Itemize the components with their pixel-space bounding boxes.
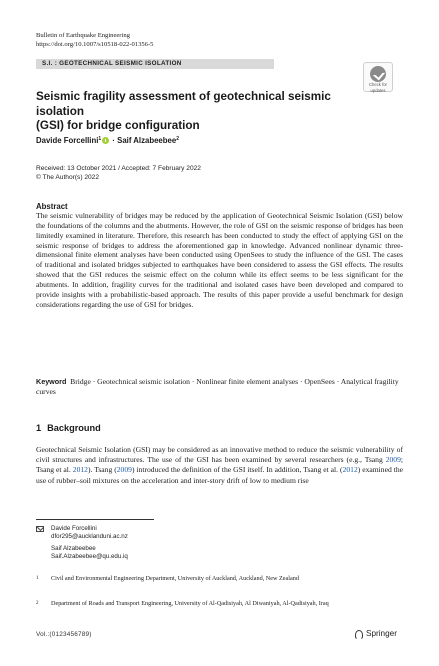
body-text-segment: Geotechnical Seismic Isolation (GSI) may be considered as an innovative method to reduce the seismic vulnerability of civil structures and infrastructures. The use of the GSI has been examined by several researchers (e.g., Tsang (36, 445, 403, 465)
citation-link[interactable]: 2012 (342, 465, 358, 475)
author-separator: · (110, 136, 118, 145)
abstract-heading: Abstract (36, 202, 68, 211)
paper-title-line1: Seismic fragility assessment of geotechnical seismic isolation (36, 90, 331, 118)
check-updates-icon (370, 66, 386, 82)
affiliation-2 (36, 600, 366, 608)
author-1-affiliation: 1 (98, 136, 102, 142)
check-for-updates-button[interactable] (363, 62, 393, 92)
affiliation-text: Department of Roads and Transport Engineering, University of Al-Qadisiyah, Al Diwaniyah, Al-Qadisiyah, Iraq (51, 600, 329, 607)
keywords-label: Keyword (36, 377, 67, 386)
citation-link[interactable]: 2009 (385, 455, 401, 465)
publisher-name: Springer (366, 629, 397, 638)
journal-header (36, 31, 153, 49)
author-2-affiliation: 2 (176, 136, 179, 142)
affiliation-1 (36, 575, 366, 583)
section-banner: S.I. : GEOTECHNICAL SEISMIC ISOLATION (36, 59, 274, 69)
body-text-segment: ; Tsang et al. (36, 455, 403, 475)
author-list (36, 134, 179, 146)
copyright-notice: © The Author(s) 2022 (36, 174, 100, 181)
keywords-block (36, 377, 403, 397)
paper-title-line2: (GSI) for bridge configuration (36, 119, 200, 133)
abstract-text: The seismic vulnerability of bridges may be reduced by the application of Geotechnical Seismic Isolation (GSI) below the foundations of the columns and the abutments. However, the role of GSI on the seismic response of bridges has been limitedly examined in literature. Therefore, this research has been conducted to study the effect of applying GSI on the seismic response of bridges to address the aforementioned gap in knowledge. Advanced nonlinear dynamic three-dimensional finite element analyses have been conducted using OpenSees to study the influence of the GSI. The cases of traditional and isolated bridges subjected to earthquakes have been considered to assess the GSI effects. The results showed that the GSI reduces the seismic effect on the column while its effect seems to be less significant for the abutments. In addition, fragility curves for the traditional and isolated cases have been developed and compared to provide insights with a probabilistic-based approach. The results of this paper provide a useful benchmark for design considerations regarding the use of GSI for bridges. (36, 211, 403, 309)
body-text-segment: ) examined the use of rubber–soil mixtures on the acceleration and inter-story drift of low to medium rise (36, 465, 403, 485)
publisher-logo (354, 629, 397, 639)
body-text-segment: ) introduced the definition of the GSI itself. In addition, Tsang et al. ( (131, 465, 343, 475)
section-title: Background (47, 423, 101, 433)
orcid-icon[interactable] (102, 137, 109, 144)
section-number: 1 (36, 423, 42, 433)
received-accepted-date: Received: 13 October 2021 / Accepted: 7 February 2022 (36, 165, 201, 172)
keywords-text: Bridge · Geotechnical seismic isolation · Nonlinear finite element analyses · OpenSees · Analytical fragility curves (36, 377, 399, 396)
check-updates-line1: Check for (369, 82, 387, 87)
journal-name: Bulletin of Earthquake Engineering (36, 32, 130, 39)
section-heading (36, 422, 101, 434)
article-dates (36, 164, 201, 182)
affiliation-number: 2 (36, 601, 39, 606)
citation-link[interactable]: 2009 (116, 465, 132, 475)
affiliation-text: Civil and Environmental Engineering Department, University of Auckland, Auckland, New Zealand (51, 575, 299, 582)
volume-footer: Vol.:(0123456789) (36, 631, 92, 638)
springer-horse-icon (354, 630, 363, 639)
envelope-icon (36, 526, 44, 532)
corresponding-contact (36, 525, 128, 561)
doi-link[interactable]: https://doi.org/10.1007/s10518-022-01356-5 (36, 41, 154, 48)
affiliation-number: 1 (36, 576, 39, 581)
contact-name-1: Davide Forcellini (51, 525, 97, 532)
section-body-paragraph (36, 445, 403, 486)
body-text-segment: ). Tsang ( (87, 465, 117, 475)
paper-title (36, 90, 366, 134)
author-1-name[interactable]: Davide Forcellini (36, 136, 99, 145)
contact-email-1[interactable]: dfor295@aucklanduni.ac.nz (51, 533, 128, 540)
contact-name-2: Saif Alzabeebee (51, 545, 96, 552)
footnote-divider (36, 519, 154, 520)
check-updates-line2: updates (370, 87, 386, 93)
author-2-name[interactable]: Saif Alzabeebee (117, 136, 177, 145)
contact-email-2[interactable]: Saif.Alzabeebee@qu.edu.iq (51, 553, 128, 560)
citation-link[interactable]: 2012 (72, 465, 88, 475)
